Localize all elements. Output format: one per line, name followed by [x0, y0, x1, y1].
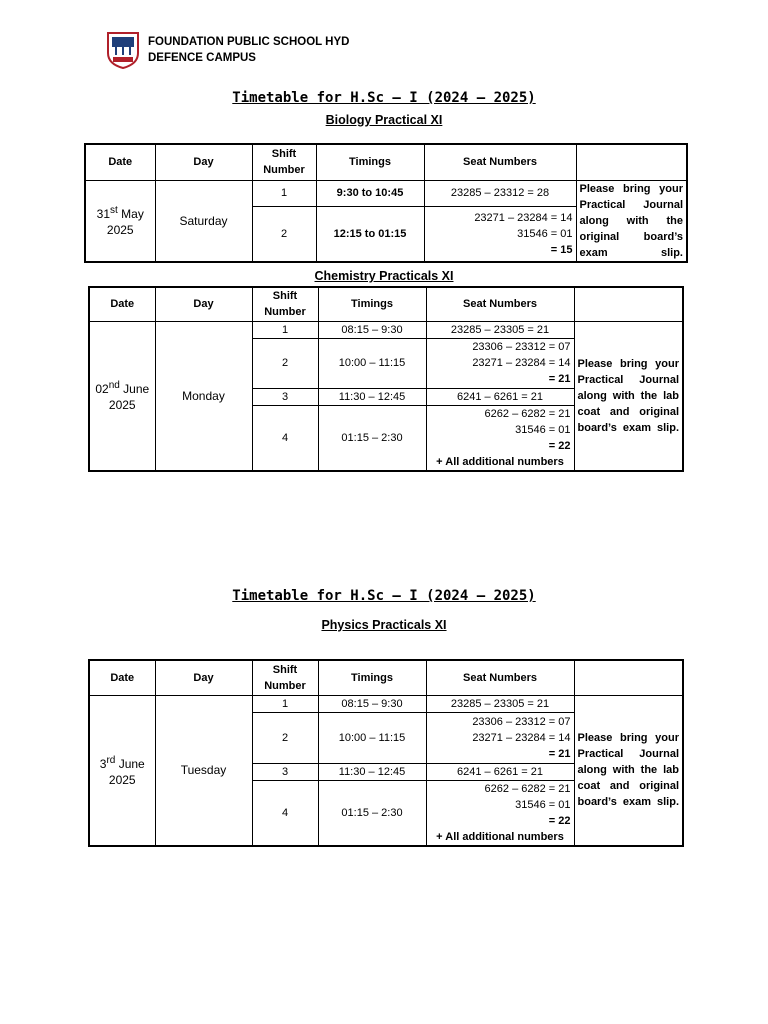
- header-date: Date: [85, 144, 155, 180]
- physics-time: 08:15 – 9:30: [318, 695, 426, 712]
- physics-seats: 23285 – 23305 = 21: [426, 695, 574, 712]
- chemistry-date: 02nd June 2025: [89, 321, 155, 471]
- chemistry-day: Monday: [155, 321, 252, 471]
- physics-time: 10:00 – 11:15: [318, 712, 426, 763]
- biology-time: 12:15 to 01:15: [316, 206, 424, 261]
- biology-shift: 2: [252, 206, 316, 261]
- physics-date: 3rd June 2025: [89, 695, 155, 846]
- chemistry-seats: 23285 – 23305 = 21: [426, 321, 574, 338]
- header-day: Day: [155, 287, 252, 321]
- page-title-1: Timetable for H.Sc – I (2024 – 2025): [232, 90, 536, 106]
- biology-date: 31st May 2025: [85, 180, 155, 262]
- biology-seats: 23285 – 23312 = 28: [424, 180, 576, 206]
- chemistry-time: 11:30 – 12:45: [318, 388, 426, 405]
- physics-seats: 6241 – 6261 = 21: [426, 763, 574, 780]
- header-date: Date: [89, 660, 155, 695]
- chemistry-seats: 6241 – 6261 = 21: [426, 388, 574, 405]
- biology-shift: 1: [252, 180, 316, 206]
- header-day: Day: [155, 660, 252, 695]
- chemistry-shift: 1: [252, 321, 318, 338]
- chemistry-note: Please bring your Practical Journal along with the lab coat and original board’s exam slip.: [574, 321, 683, 471]
- header-timings: Timings: [316, 144, 424, 180]
- chemistry-shift: 2: [252, 338, 318, 388]
- physics-note: Please bring your Practical Journal along with the lab coat and original board’s exam slip.: [574, 695, 683, 846]
- physics-time: 01:15 – 2:30: [318, 780, 426, 846]
- physics-shift: 3: [252, 763, 318, 780]
- biology-subtitle: Biology Practical XI: [325, 113, 443, 127]
- school-name: FOUNDATION PUBLIC SCHOOL HYD: [148, 36, 350, 48]
- header-shift: Shift Number: [252, 144, 316, 180]
- header-seats: Seat Numbers: [426, 660, 574, 695]
- biology-seats: 23271 – 23284 = 14 31546 = 01 = 15: [424, 206, 576, 261]
- chemistry-seats: 6262 – 6282 = 21 31546 = 01 = 22 + All additional numbers: [426, 405, 574, 471]
- header-day: Day: [155, 144, 252, 180]
- physics-seats: 23306 – 23312 = 07 23271 – 23284 = 14 = 21: [426, 712, 574, 763]
- physics-seats: 6262 – 6282 = 21 31546 = 01 = 22 + All additional numbers: [426, 780, 574, 846]
- physics-shift: 1: [252, 695, 318, 712]
- header-timings: Timings: [318, 660, 426, 695]
- header-seats: Seat Numbers: [426, 287, 574, 321]
- chemistry-time: 01:15 – 2:30: [318, 405, 426, 471]
- biology-time: 9:30 to 10:45: [316, 180, 424, 206]
- biology-note: Please bring your Practical Journal along with the original board’s exam slip.: [576, 180, 687, 262]
- school-campus: DEFENCE CAMPUS: [148, 52, 256, 64]
- school-crest-icon: [106, 31, 140, 69]
- chemistry-subtitle: Chemistry Practicals XI: [314, 269, 454, 283]
- physics-shift: 2: [252, 712, 318, 763]
- header-blank: [576, 144, 687, 180]
- header-date: Date: [89, 287, 155, 321]
- biology-day: Saturday: [155, 180, 252, 262]
- physics-table: [88, 659, 684, 847]
- header-seats: Seat Numbers: [424, 144, 576, 180]
- header-shift: Shift Number: [252, 287, 318, 321]
- chemistry-shift: 3: [252, 388, 318, 405]
- chemistry-seats: 23306 – 23312 = 07 23271 – 23284 = 14 = 21: [426, 338, 574, 388]
- biology-table: [84, 143, 688, 263]
- physics-subtitle: Physics Practicals XI: [321, 618, 447, 632]
- chemistry-shift: 4: [252, 405, 318, 471]
- chemistry-time: 10:00 – 11:15: [318, 338, 426, 388]
- school-header: [106, 31, 349, 69]
- header-timings: Timings: [318, 287, 426, 321]
- header-shift: Shift Number: [252, 660, 318, 695]
- page-title-2: Timetable for H.Sc – I (2024 – 2025): [232, 588, 536, 604]
- physics-day: Tuesday: [155, 695, 252, 846]
- chemistry-time: 08:15 – 9:30: [318, 321, 426, 338]
- chemistry-table: [88, 286, 684, 472]
- physics-shift: 4: [252, 780, 318, 846]
- header-blank: [574, 287, 683, 321]
- physics-time: 11:30 – 12:45: [318, 763, 426, 780]
- header-blank: [574, 660, 683, 695]
